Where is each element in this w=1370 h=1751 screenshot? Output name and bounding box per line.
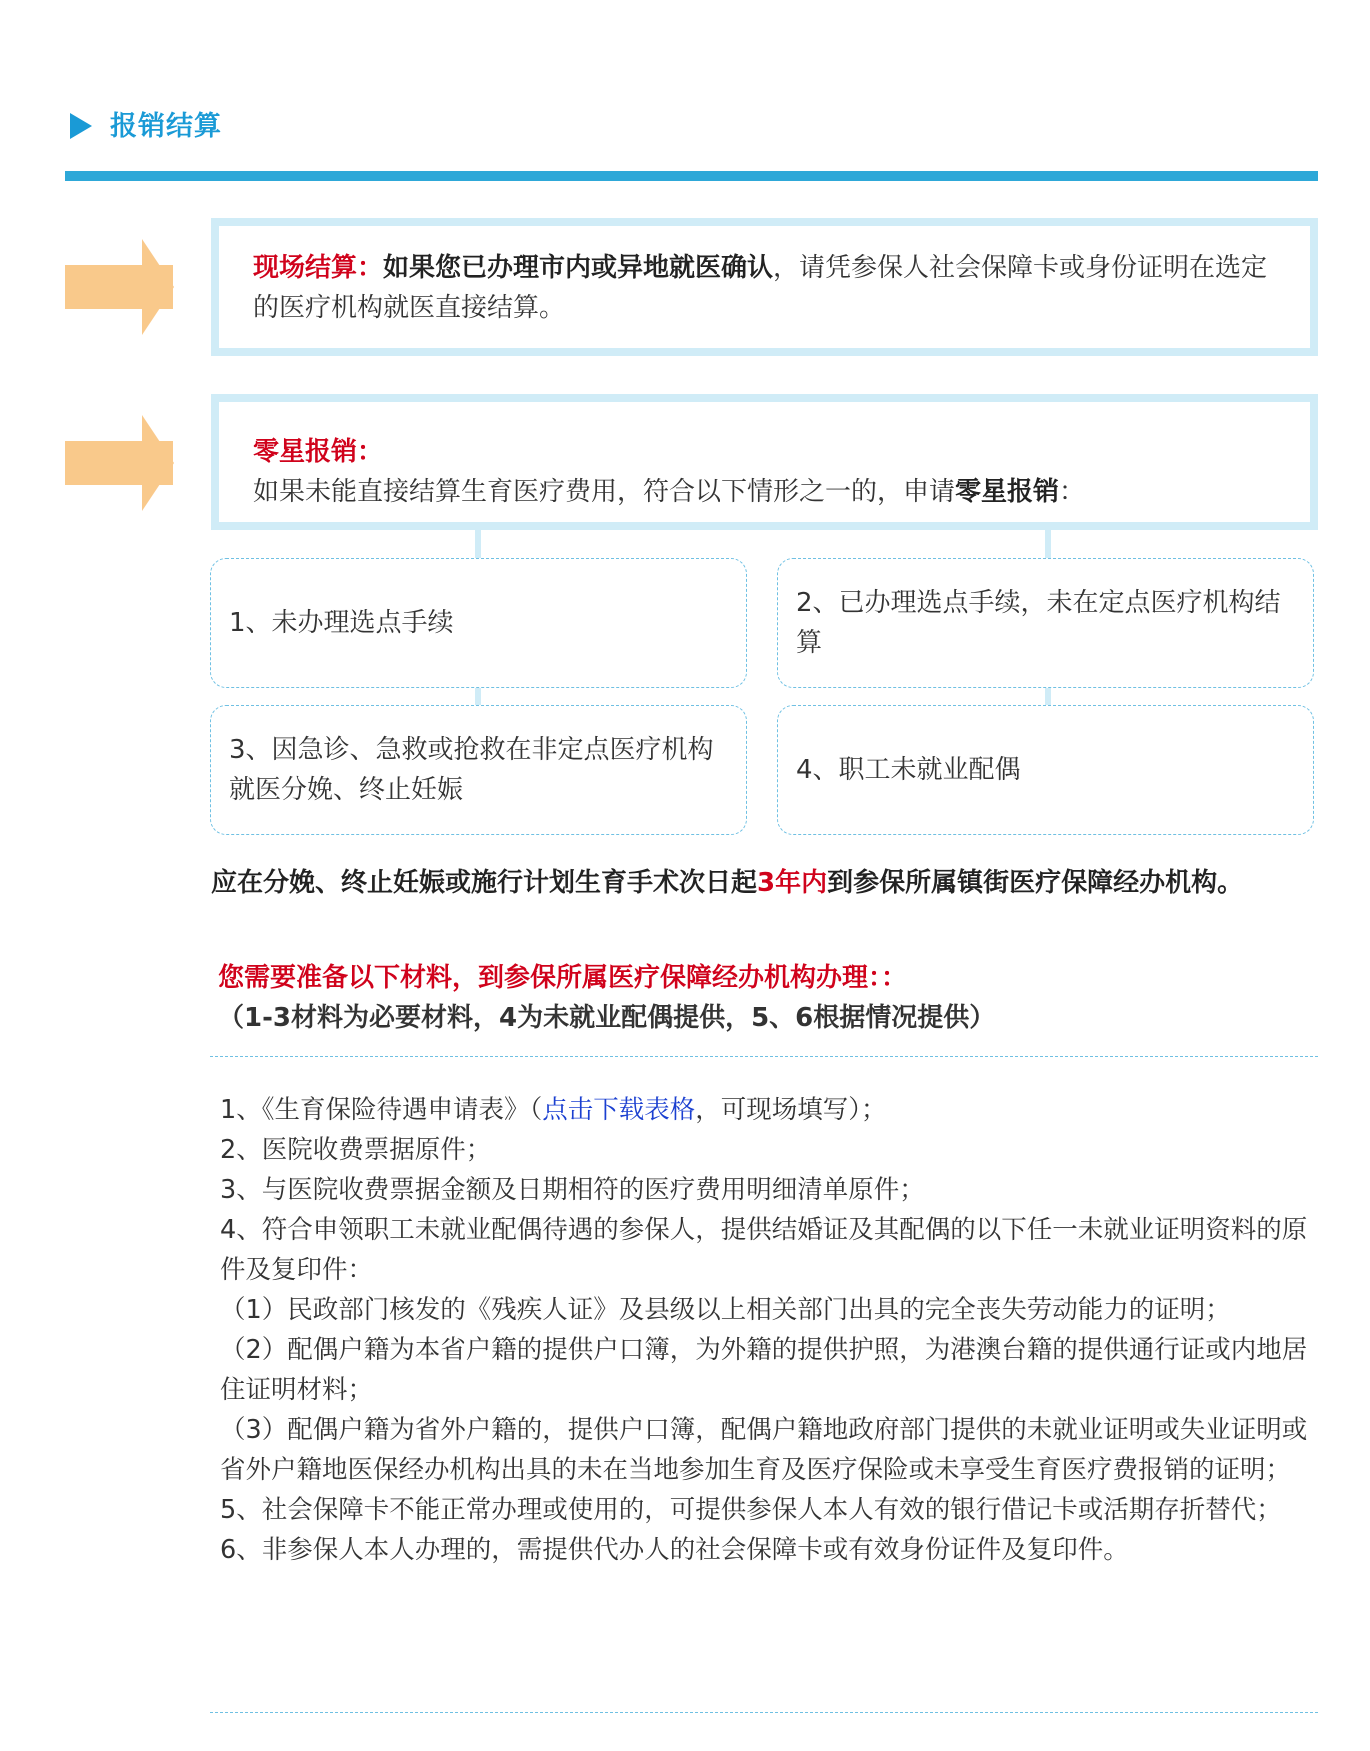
list-item: （2）配偶户籍为本省户籍的提供户口簿，为外籍的提供护照，为港澳台籍的提供通行证或内地居住证明材料；	[220, 1335, 1308, 1405]
condition-text: 4、职工未就业配偶	[796, 755, 1021, 785]
materials-list	[220, 1090, 1325, 1570]
list-item: 2、医院收费票据原件；	[220, 1135, 492, 1165]
condition-box-4	[777, 705, 1314, 835]
header-divider	[65, 171, 1318, 181]
connector	[1045, 688, 1051, 705]
deadline-after: 到参保所属镇街医疗保障经办机构。	[827, 868, 1244, 898]
list-item: 4、符合申领职工未就业配偶待遇的参保人，提供结婚证及其配偶的以下任一未就业证明资料的原件及复印件：	[220, 1215, 1308, 1285]
play-triangle-icon	[70, 113, 92, 139]
list-item: （3）配偶户籍为省外户籍的，提供户口簿，配偶户籍地政府部门提供的未就业证明或失业证明或省外户籍地医保经办机构出具的未在当地参加生育及医疗保险或未享受生育医疗费报销的证明；	[220, 1415, 1308, 1485]
scattered-text-bold: 零星报销	[955, 477, 1060, 507]
materials-heading: 您需要准备以下材料，到参保所属医疗保障经办机构办理：：	[218, 963, 908, 993]
item1-before: 1、《生育保险待遇申请表》（	[220, 1095, 543, 1125]
onsite-settlement-box	[211, 218, 1318, 356]
list-item: 5、社会保障卡不能正常办理或使用的，可提供参保人本人有效的银行借记卡或活期存折替代；	[220, 1495, 1282, 1525]
condition-box-3	[210, 705, 747, 835]
connector	[475, 530, 481, 558]
scattered-label	[253, 432, 1276, 472]
arrow-head-icon	[142, 415, 174, 511]
connector	[1045, 530, 1051, 558]
deadline-highlight: 3年内	[757, 868, 828, 898]
scattered-text-before: 如果未能直接结算生育医疗费用，符合以下情形之一的，申请	[253, 477, 956, 507]
condition-box-1	[210, 558, 747, 688]
list-item: 3、与医院收费票据金额及日期相符的医疗费用明细清单原件；	[220, 1175, 925, 1205]
scattered-text-after: ：	[1059, 477, 1086, 507]
condition-text: 2、已办理选点手续，未在定点医疗机构结算	[796, 588, 1281, 658]
onsite-settlement-text	[253, 248, 1276, 328]
dashed-divider	[210, 1056, 1318, 1057]
deadline-before: 应在分娩、终止妊娠或施行计划生育手术次日起	[211, 868, 758, 898]
list-item: （1）民政部门核发的《残疾人证》及县级以上相关部门出具的完全丧失劳动能力的证明；	[220, 1295, 1231, 1325]
condition-box-2	[777, 558, 1314, 688]
scattered-reimbursement-box	[211, 394, 1318, 530]
onsite-label: 现场结算：	[253, 253, 384, 283]
download-form-link[interactable]: 点击下载表格	[542, 1095, 696, 1125]
condition-text: 1、未办理选点手续	[229, 608, 454, 638]
scattered-description	[253, 472, 1276, 512]
item1-after: ，可现场填写）；	[695, 1095, 887, 1125]
arrow-head-icon	[142, 239, 174, 335]
section-title: 报销结算	[110, 111, 222, 142]
onsite-rest-text: ，请凭参保人社会保障卡或身份证明在选定的医疗机构就医直接结算。	[253, 253, 1268, 323]
materials-subheading: （1-3材料为必要材料，4为未就业配偶提供，5、6根据情况提供）	[218, 1003, 996, 1033]
scattered-label-text: 零星报销：	[253, 437, 384, 467]
dashed-divider	[210, 1712, 1318, 1713]
onsite-bold-text: 如果您已办理市内或异地就医确认	[383, 253, 774, 283]
deadline-notice	[211, 862, 1243, 899]
list-item: 6、非参保人本人办理的，需提供代办人的社会保障卡或有效身份证件及复印件。	[220, 1535, 1129, 1565]
condition-text: 3、因急诊、急救或抢救在非定点医疗机构就医分娩、终止妊娠	[229, 735, 714, 805]
connector	[475, 688, 481, 705]
list-item	[220, 1090, 1325, 1130]
